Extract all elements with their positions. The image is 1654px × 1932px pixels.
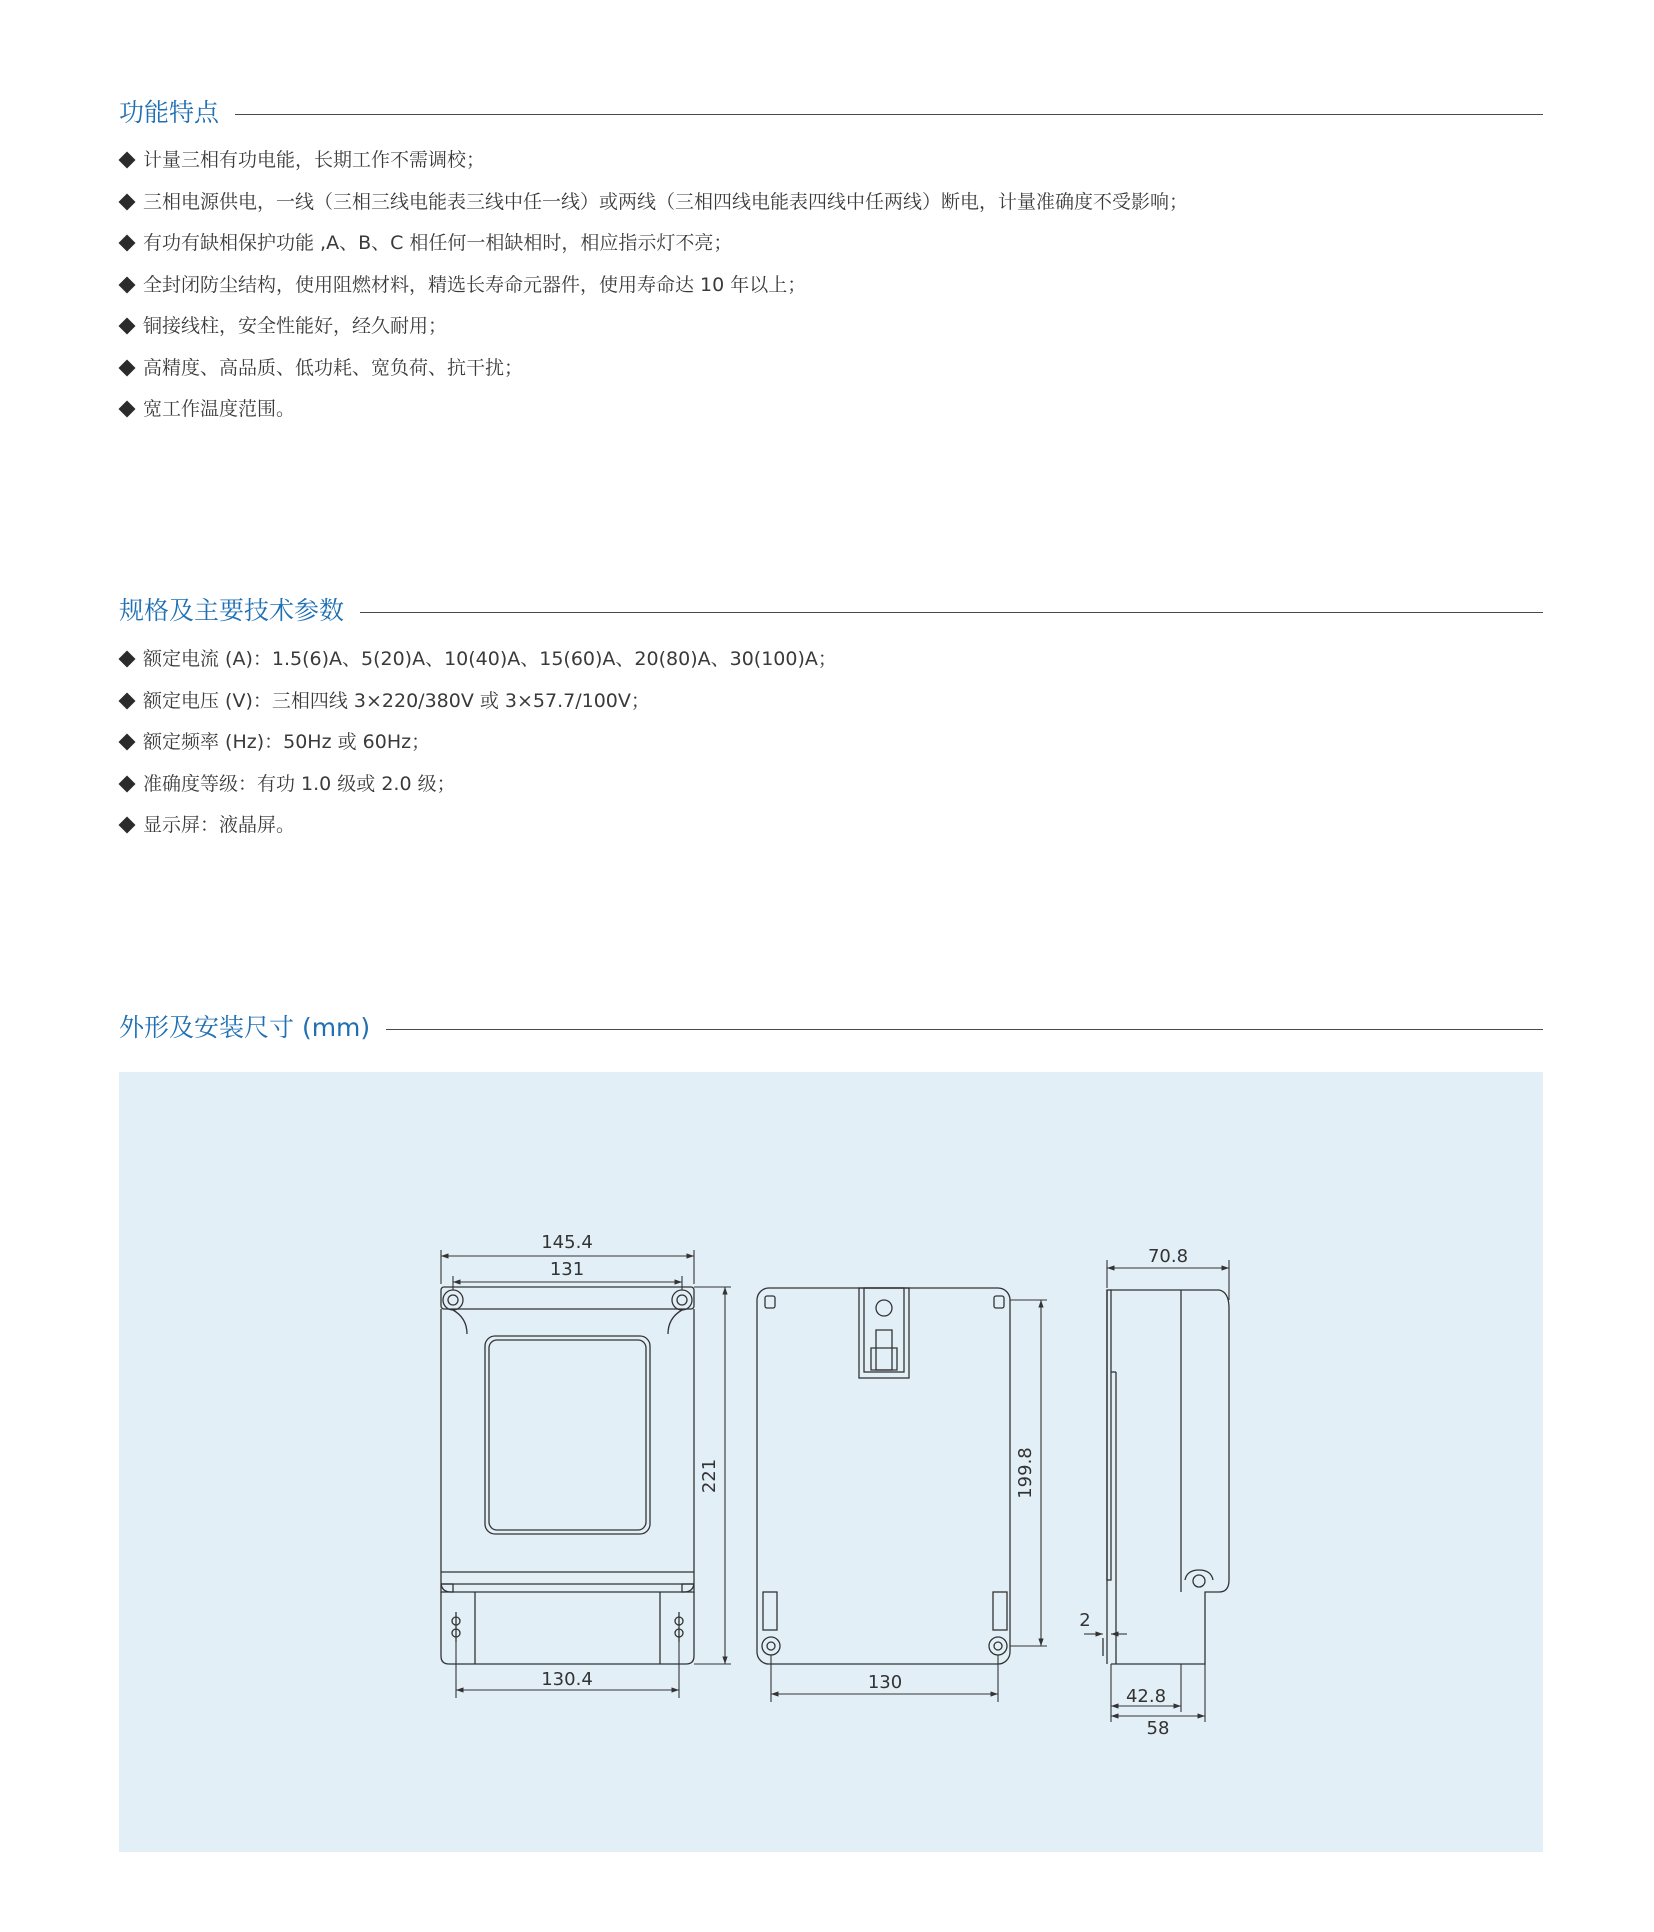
dim-side-rail: 2 [1079,1610,1091,1631]
diamond-bullet-icon [119,193,136,210]
diamond-bullet-icon [119,651,136,668]
list-item: 计量三相有功电能，长期工作不需调校； [119,140,1543,182]
dimensions-section [119,1008,1543,1048]
diamond-bullet-icon [119,152,136,169]
side-view [1103,1290,1229,1664]
list-item: 三相电源供电，一线（三相三线电能表三线中任一线）或两线（三相四线电能表四线中任两线）断电，计量准确度不受影响； [119,182,1543,224]
specs-list [119,639,1543,847]
list-item: 宽工作温度范围。 [119,389,1543,431]
diamond-bullet-icon [119,235,136,252]
dim-front-height: 221 [699,1458,720,1494]
heading-divider [235,114,1543,115]
diamond-bullet-icon [119,318,136,335]
list-item: 额定频率 (Hz)：50Hz 或 60Hz； [119,722,1543,764]
dimensions-heading-row [119,1008,1543,1048]
features-title: 功能特点 [119,98,220,127]
specs-heading-row [119,591,1543,631]
diamond-bullet-icon [119,401,136,418]
diamond-bullet-icon [119,359,136,376]
list-item: 准确度等级：有功 1.0 级或 2.0 级； [119,764,1543,806]
heading-divider [360,612,1543,613]
diamond-bullet-icon [119,692,136,709]
dimension-drawing-panel [119,1072,1543,1852]
features-list [119,140,1543,431]
diamond-bullet-icon [119,276,136,293]
back-view [757,1288,1010,1664]
dimensions-title: 外形及安装尺寸 (mm) [119,1013,371,1042]
diamond-bullet-icon [119,734,136,751]
list-item: 额定电流 (A)：1.5(6)A、5(20)A、10(40)A、15(60)A、20(80)A、30(100)A； [119,639,1543,681]
dim-back-width: 130 [867,1672,903,1693]
specs-title: 规格及主要技术参数 [119,596,345,625]
dim-front-hole-spacing-bottom: 130.4 [541,1669,593,1690]
specs-section [119,591,1543,847]
front-view [441,1287,694,1664]
dim-side-base-depth: 42.8 [1125,1686,1167,1707]
dim-side-bottom-depth: 58 [1146,1718,1170,1739]
dim-side-depth: 70.8 [1147,1246,1189,1267]
list-item: 额定电压 (V)：三相四线 3×220/380V 或 3×57.7/100V； [119,681,1543,723]
diamond-bullet-icon [119,817,136,834]
features-section [119,93,1543,431]
list-item: 高精度、高品质、低功耗、宽负荷、抗干扰； [119,348,1543,390]
list-item: 全封闭防尘结构，使用阻燃材料，精选长寿命元器件，使用寿命达 10 年以上； [119,265,1543,307]
list-item: 显示屏：液晶屏。 [119,805,1543,847]
dim-front-overall-width: 145.4 [541,1232,593,1253]
dimension-drawing [119,1072,1543,1852]
dim-back-height: 199.8 [1015,1447,1036,1499]
list-item: 铜接线柱，安全性能好，经久耐用； [119,306,1543,348]
heading-divider [386,1029,1543,1030]
diamond-bullet-icon [119,775,136,792]
dim-front-hole-spacing-top: 131 [549,1259,585,1280]
list-item: 有功有缺相保护功能 ,A、B、C 相任何一相缺相时，相应指示灯不亮； [119,223,1543,265]
features-heading-row [119,93,1543,133]
